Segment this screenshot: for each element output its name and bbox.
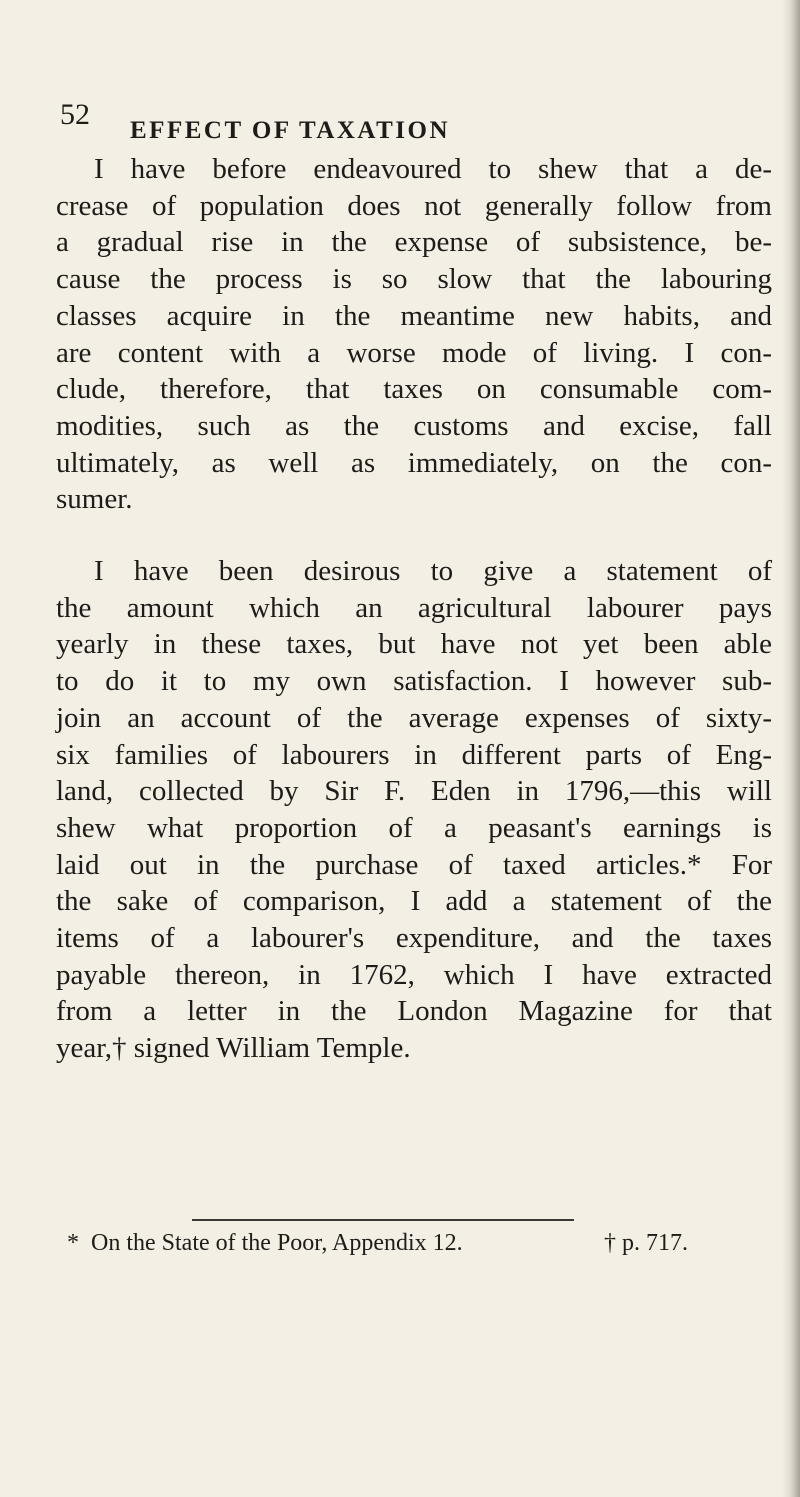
footnotes (67, 1228, 767, 1258)
text-line: yearly in these taxes, but have not yet been able (56, 628, 772, 661)
text-line: I have been desirous to give a statement of (94, 555, 772, 588)
text-line: land, collected by Sir F. Eden in 1796,—this will (56, 775, 772, 808)
paragraph-gap (56, 518, 772, 553)
text-line: cause the process is so slow that the labouring (56, 263, 772, 296)
paragraph-1 (56, 151, 772, 518)
text-line: from a letter in the London Magazine for that (56, 995, 772, 1028)
text-line: to do it to my own satisfaction. I however sub- (56, 665, 772, 698)
footnote-text: p. 717. (622, 1230, 688, 1256)
text-line: items of a labourer's expenditure, and the taxes (56, 922, 772, 955)
footnote-1 (67, 1230, 463, 1256)
text-line: year,† signed William Temple. (56, 1032, 411, 1065)
footnote-2 (604, 1228, 688, 1258)
text-line: classes acquire in the meantime new habits, and (56, 299, 772, 332)
text-line: a gradual rise in the expense of subsistence, be- (56, 226, 772, 259)
text-line: join an account of the average expenses of sixty- (56, 701, 772, 734)
page-number: 52 (60, 98, 90, 131)
text-line: the amount which an agricultural labourer pays (56, 591, 772, 624)
text-line: the sake of comparison, I add a statement of the (56, 885, 772, 918)
running-head: EFFECT OF TAXATION (130, 117, 451, 144)
footnote-rule (192, 1219, 574, 1221)
footnote-mark: * (67, 1230, 79, 1256)
text-line: ultimately, as well as immediately, on the con- (56, 446, 772, 479)
text-line: are content with a worse mode of living. I con- (56, 336, 772, 369)
page-edge-shadow (782, 0, 800, 1497)
text-line: payable thereon, in 1762, which I have extracted (56, 958, 772, 991)
text-line: I have before endeavoured to shew that a de- (94, 153, 772, 185)
text-line: sumer. (56, 483, 133, 516)
paragraph-2 (56, 553, 772, 1067)
text-line: clude, therefore, that taxes on consumable com- (56, 373, 772, 406)
footnote-mark: † (604, 1230, 616, 1256)
body-text (56, 151, 772, 1067)
text-line: crease of population does not generally follow from (56, 189, 772, 222)
text-line: laid out in the purchase of taxed articles.* For (56, 848, 772, 881)
footnote-text: On the State of the Poor, Appendix 12. (91, 1230, 463, 1256)
text-line: modities, such as the customs and excise, fall (56, 409, 772, 442)
text-line: six families of labourers in different parts of Eng- (56, 738, 772, 771)
text-line: shew what proportion of a peasant's earnings is (56, 811, 772, 844)
